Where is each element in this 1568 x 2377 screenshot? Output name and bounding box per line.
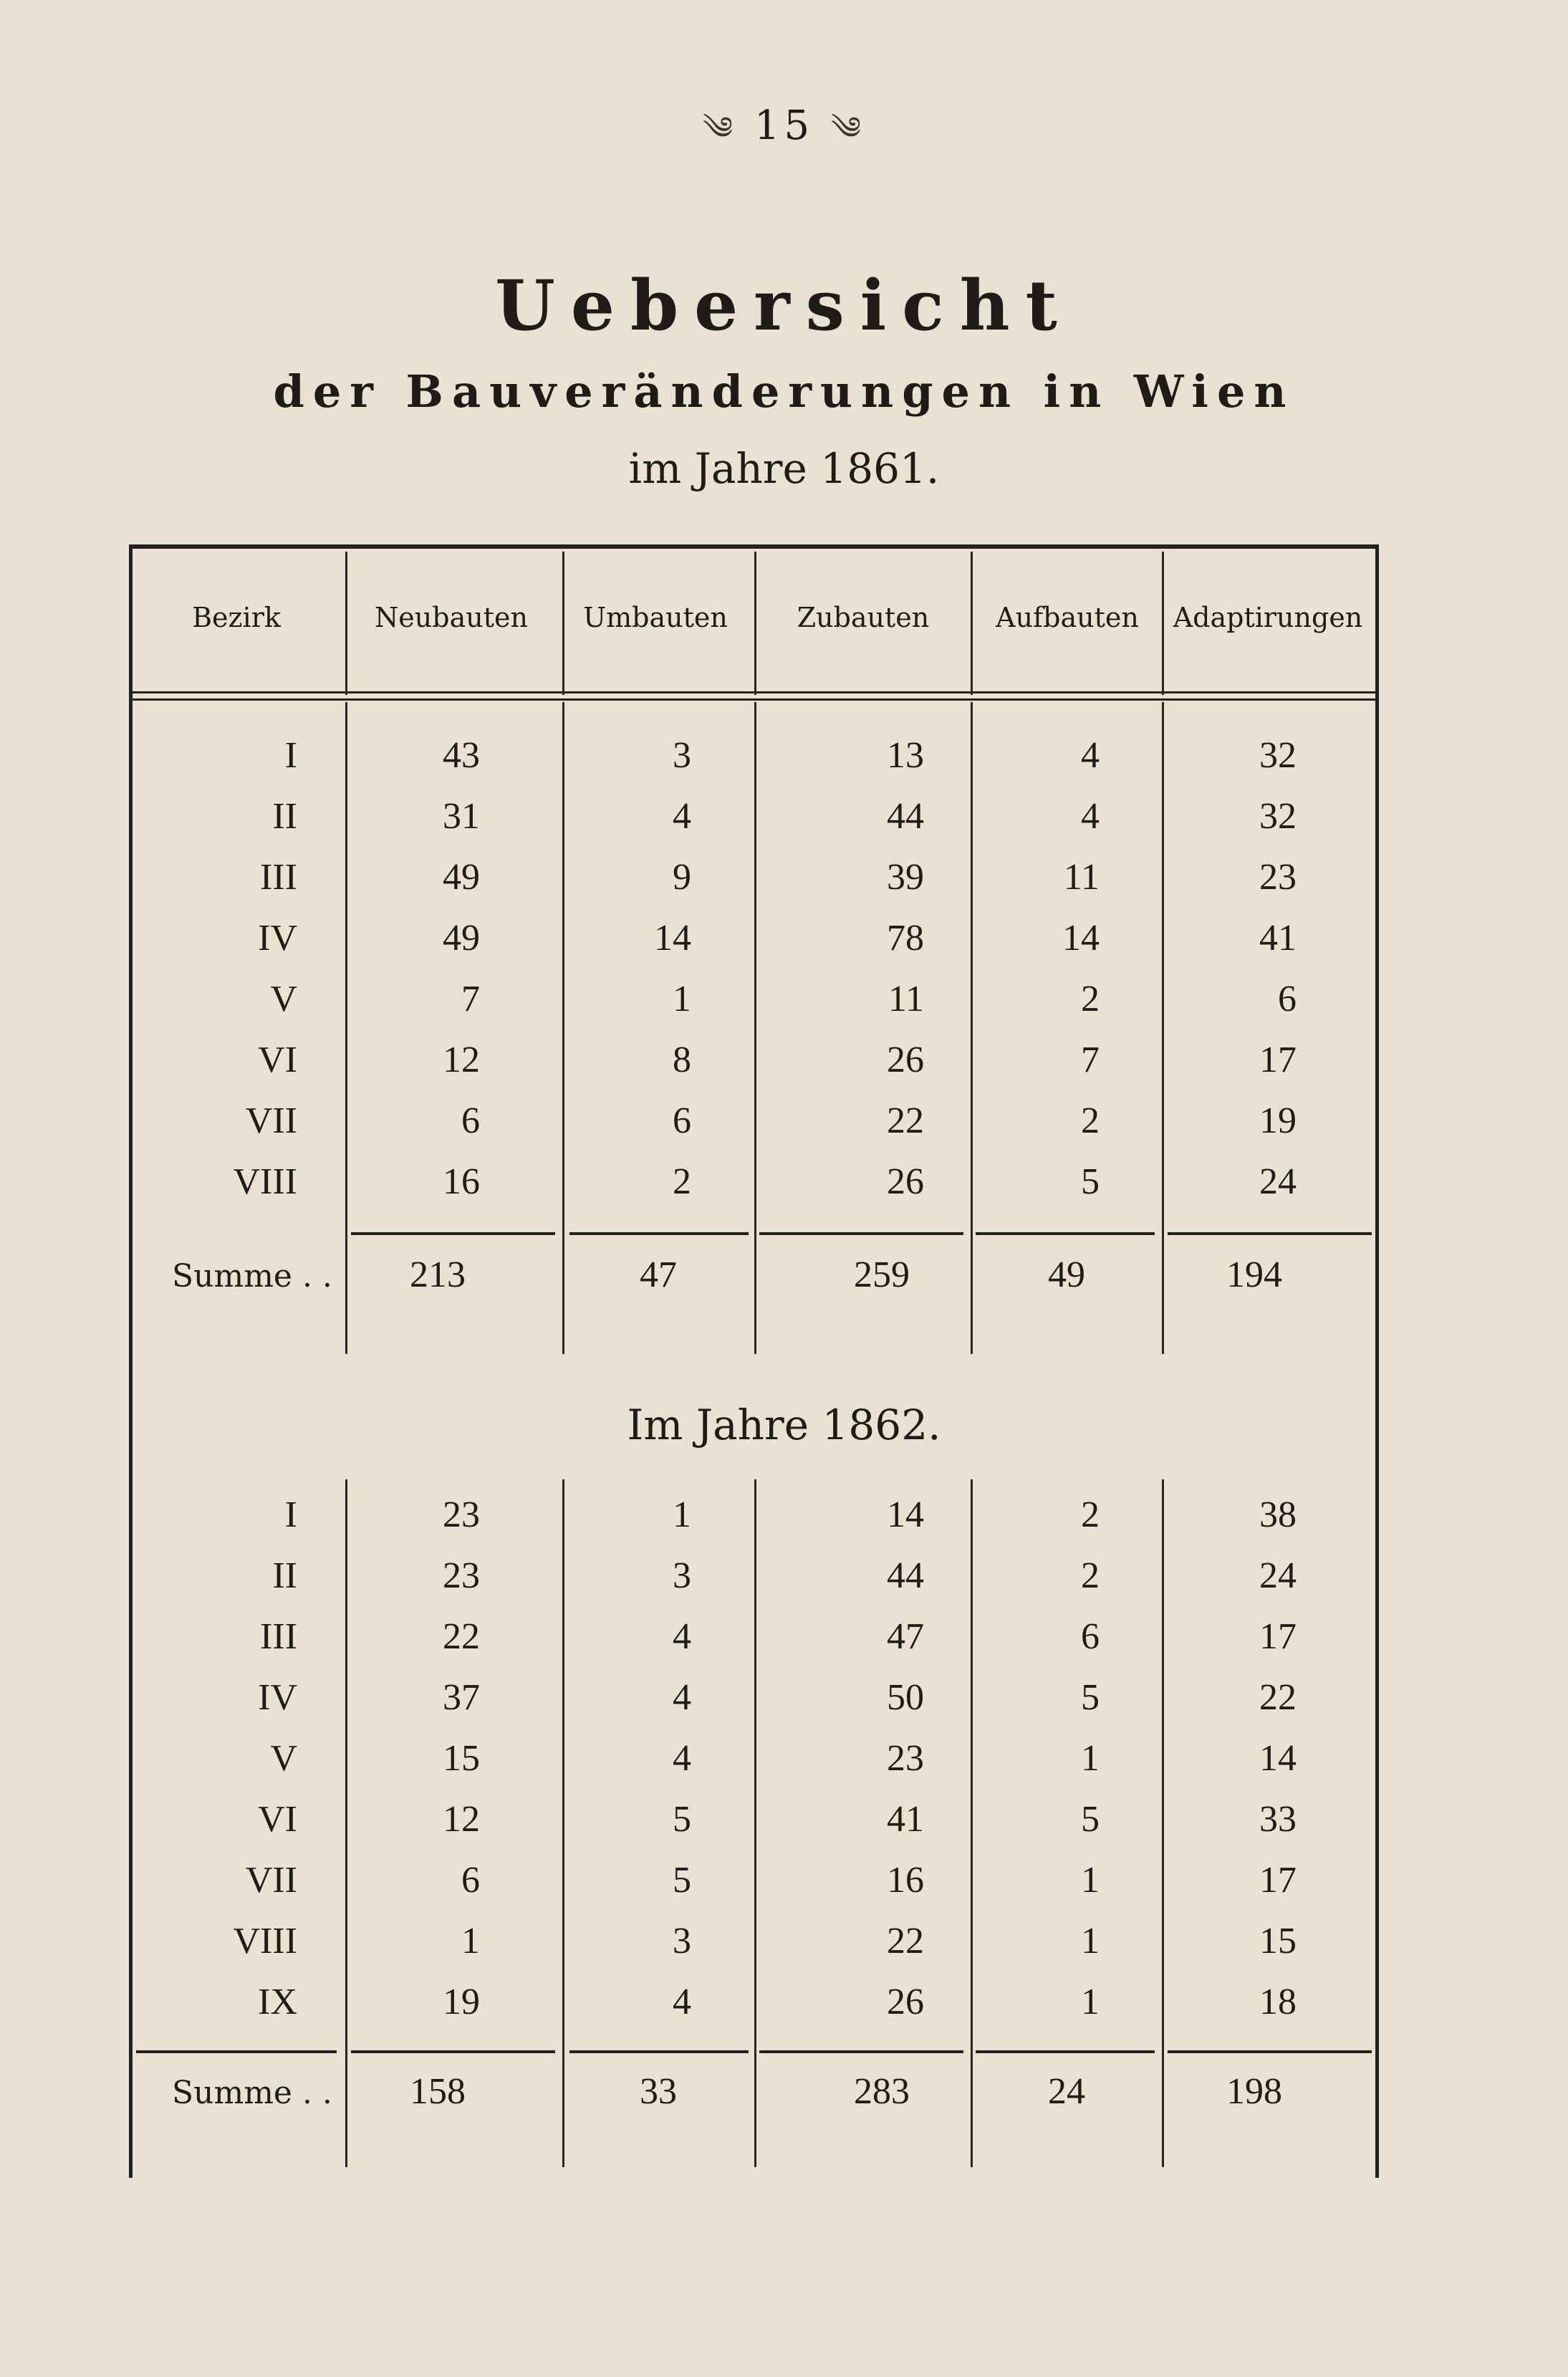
sum-rule [569,2050,749,2053]
table-cell: 1 [461,1921,480,1961]
table-cell: 1 [1081,1982,1100,2022]
table-cell: 18 [1259,1982,1297,2022]
sum-rule [759,2050,963,2053]
sum-label: Summe . . [172,1258,332,1295]
table-cell: 6 [1081,1616,1100,1657]
table-cell: 11 [1063,857,1100,898]
district-label: VII [245,1100,297,1141]
sum-rule [569,1232,749,1235]
table-cell: 12 [443,1799,480,1840]
table-cell: 6 [461,1860,480,1901]
table-cell: 26 [887,1982,924,2022]
sum-cell: 158 [410,2071,466,2112]
table-cell: 33 [1259,1799,1297,1840]
column-header: Neubauten [375,602,528,633]
table-cell: 26 [887,1161,924,1202]
table-cell: 5 [673,1799,691,1840]
table-cell: 14 [1259,1738,1297,1779]
table-cell: 2 [1081,1555,1100,1596]
table-cell: 23 [1259,857,1297,898]
table-top-border [129,544,1379,549]
table-cell: 11 [888,979,924,1019]
table-cell: 44 [887,796,924,837]
district-label: III [260,857,297,898]
table-cell: 32 [1259,735,1297,776]
table-cell: 19 [1259,1100,1297,1141]
page-title: Uebersicht [495,265,1073,346]
sum-cell: 198 [1226,2071,1282,2112]
table-cell: 7 [1081,1039,1100,1080]
table-left-border [129,544,133,2178]
table-cell: 3 [673,735,691,776]
table-cell: 4 [673,1738,691,1779]
column-divider [754,1479,756,2167]
table-cell: 39 [887,857,924,898]
sum-cell: 283 [854,2071,910,2112]
table-cell: 4 [1081,735,1100,776]
table-cell: 5 [1081,1799,1100,1840]
table-cell: 5 [1081,1677,1100,1718]
district-label: II [272,1555,297,1596]
page-number [0,93,1568,182]
table-cell: 49 [443,857,480,898]
table-cell: 2 [1081,1100,1100,1141]
table-cell: 78 [887,918,924,959]
column-header: Zubauten [797,602,930,633]
header-rule-double [129,698,1379,701]
table-cell: 2 [1081,1494,1100,1535]
table-cell: 23 [443,1555,480,1596]
table-cell: 12 [443,1039,480,1080]
sum-cell: 24 [1048,2071,1085,2112]
table-cell: 15 [1259,1921,1297,1961]
sum-rule [1168,2050,1372,2053]
table-cell: 4 [673,796,691,837]
table-cell: 22 [443,1616,480,1657]
table-cell: 31 [443,796,480,837]
table-cell: 3 [673,1921,691,1961]
table-cell: 14 [1062,918,1100,959]
table-cell: 22 [1259,1677,1297,1718]
table-cell: 2 [1081,979,1100,1019]
table-cell: 4 [673,1982,691,2022]
table-cell: 23 [887,1738,924,1779]
district-label: VI [258,1039,297,1080]
table-cell: 23 [443,1494,480,1535]
table-cell: 37 [443,1677,480,1718]
sum-cell: 194 [1226,1254,1282,1295]
table-cell: 24 [1259,1555,1297,1596]
table-cell: 17 [1259,1860,1297,1901]
district-label: IV [258,1677,297,1718]
table-cell: 6 [673,1100,691,1141]
column-header: Adaptirungen [1173,602,1363,633]
sum-rule [1168,1232,1372,1235]
table-cell: 22 [887,1100,924,1141]
district-label: IX [258,1982,297,2022]
sum-cell: 49 [1048,1254,1085,1295]
column-divider [754,702,756,1354]
table-cell: 50 [887,1677,924,1718]
table-cell: 16 [887,1860,924,1901]
sum-cell: 47 [640,1254,677,1295]
table-cell: 1 [1081,1738,1100,1779]
table-cell: 17 [1259,1039,1297,1080]
table-cell: 41 [887,1799,924,1840]
table-right-border [1375,544,1379,2178]
table-cell: 4 [673,1616,691,1657]
table-cell: 6 [1278,979,1297,1019]
table-cell: 14 [654,918,691,959]
table-cell: 8 [673,1039,691,1080]
page-subtitle: der Bauveränderungen in Wien [273,365,1295,418]
table-cell: 38 [1259,1494,1297,1535]
table-cell: 22 [887,1921,924,1961]
page-number-text: 15 [754,102,814,149]
table-cell: 4 [1081,796,1100,837]
table-cell: 5 [673,1860,691,1901]
table-cell: 1 [1081,1860,1100,1901]
sum-rule [136,2050,337,2053]
year-1862-heading: Im Jahre 1862. [627,1401,941,1449]
district-label: VIII [233,1161,297,1202]
sum-cell: 213 [410,1254,466,1295]
table-cell: 9 [673,857,691,898]
district-label: IV [258,918,297,959]
table-cell: 3 [673,1555,691,1596]
district-label: VI [258,1799,297,1840]
sum-cell: 33 [640,2071,677,2112]
district-label: V [270,1738,297,1779]
district-label: VIII [233,1921,297,1961]
district-label: III [260,1616,297,1657]
table-cell: 49 [443,918,480,959]
table-cell: 17 [1259,1616,1297,1657]
column-header: Aufbauten [996,602,1139,633]
year-1861-heading: im Jahre 1861. [628,444,940,493]
table-cell: 14 [887,1494,924,1535]
district-label: V [270,979,297,1019]
sum-rule [976,1232,1155,1235]
table-cell: 24 [1259,1161,1297,1202]
table-cell: 32 [1259,796,1297,837]
table-cell: 2 [673,1161,691,1202]
table-cell: 47 [887,1616,924,1657]
table-cell: 6 [461,1100,480,1141]
column-header: Bezirk [192,602,281,633]
district-label: II [272,796,297,837]
table-cell: 5 [1081,1161,1100,1202]
sum-rule [351,2050,555,2053]
table-cell: 1 [673,979,691,1019]
table-cell: 26 [887,1039,924,1080]
table-cell: 41 [1259,918,1297,959]
table-cell: 44 [887,1555,924,1596]
sum-rule [351,1232,555,1235]
table-cell: 1 [1081,1921,1100,1961]
table-cell: 15 [443,1738,480,1779]
sum-rule [759,1232,963,1235]
table-cell: 4 [673,1677,691,1718]
table-cell: 13 [887,735,924,776]
table-cell: 16 [443,1161,480,1202]
left-ornament-icon: ༄ [703,110,738,147]
sum-label: Summe . . [172,2075,332,2111]
district-label: I [284,1494,297,1535]
district-label: VII [245,1860,297,1901]
table-cell: 43 [443,735,480,776]
district-label: I [284,735,297,776]
right-ornament-icon: ༄ [830,110,865,147]
column-header: Umbauten [583,602,728,633]
sum-rule [976,2050,1155,2053]
table-cell: 19 [443,1982,480,2022]
table-cell: 1 [673,1494,691,1535]
sum-cell: 259 [854,1254,910,1295]
table-cell: 7 [461,979,480,1019]
